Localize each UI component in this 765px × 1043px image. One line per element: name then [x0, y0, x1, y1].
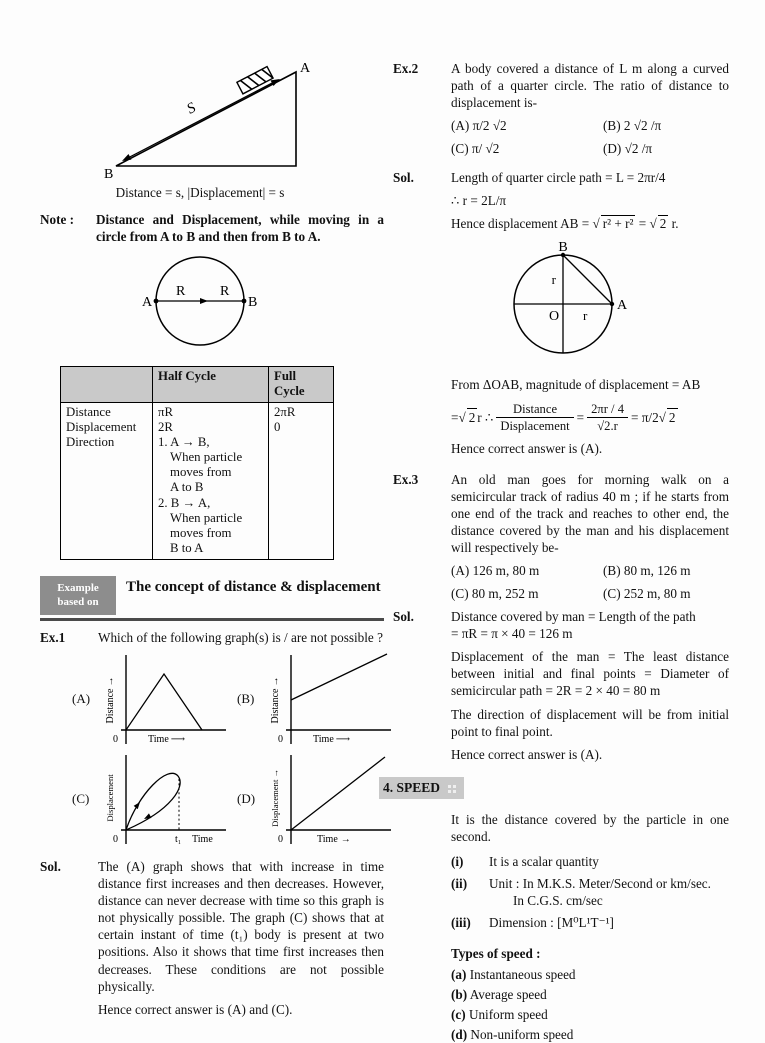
solution-2-line3: Hence displacement AB = √ r² + r² = √ 2 r.: [451, 216, 679, 232]
solution-3-body: [451, 608, 729, 763]
svg-text:Displacement→: Displacement→: [270, 768, 280, 827]
example-2-question: A body covered a distance of L m along a curved path of a quarter circle. The ratio of distance to displacement is-: [451, 61, 729, 111]
solution-1-answer: Hence correct answer is (A) and (C).: [98, 1001, 293, 1017]
svg-text:Distance→: Distance→: [270, 676, 281, 724]
example-1: [40, 629, 384, 646]
radius-right-label: R: [220, 283, 230, 299]
speed-type-b: (b) Average speed: [451, 986, 547, 1002]
table-col-full-values: 2πR 0: [269, 402, 334, 559]
graph-a: [72, 652, 237, 748]
speed-section: [383, 777, 729, 1043]
speed-type-c: (c) Uniform speed: [451, 1006, 548, 1022]
decorative-dots: [448, 785, 456, 793]
speed-section-body: [451, 811, 729, 1043]
example-2-body: [451, 60, 729, 157]
option-b: (B) 2 √2 /π: [603, 118, 662, 134]
solution-1-label: Sol.: [40, 858, 61, 874]
option-d: (C) 252 m, 80 m: [603, 585, 691, 601]
solution-3-answer: Hence correct answer is (A).: [451, 746, 603, 762]
graph-d-plot: [265, 752, 397, 848]
circle-oab-figure: [423, 240, 703, 366]
table-body-row: [61, 402, 334, 559]
graph-b-plot: [265, 652, 397, 748]
radius-left-label: R: [176, 283, 186, 299]
sqrt-icon: √: [458, 409, 466, 425]
point-a-label: A: [142, 294, 153, 310]
option-b: (B) 80 m, 126 m: [603, 563, 691, 579]
svg-text:0: 0: [278, 833, 283, 845]
svg-text:Time⟶: Time ⟶: [148, 733, 186, 745]
half-full-cycle-table: [60, 366, 334, 560]
graph-a-plot: [100, 652, 232, 748]
example-topic-title: The concept of distance & displacement: [126, 578, 381, 595]
solution-2-body: [451, 169, 729, 232]
example-2: [393, 60, 729, 157]
svg-text:Time: Time: [192, 833, 213, 845]
graph-d-tag: (D): [237, 791, 256, 807]
value-fraction: $\frac{2\pi r / 4}{√2.r}$: [587, 402, 628, 434]
solution-3-line1: Distance covered by man = Length of the path: [451, 608, 696, 624]
example-3-body: [451, 471, 729, 602]
incline-figure: [40, 56, 360, 178]
oab-derivation: [451, 376, 729, 456]
sqrt-icon: √: [658, 409, 666, 425]
point-b-label: B: [558, 240, 568, 256]
table-header-empty: [61, 366, 153, 402]
note-text: Distance and Displacement, while moving in a circle from A to B and then from B to A.: [96, 212, 384, 245]
left-column: [40, 56, 384, 1018]
speed-point-ii: (ii) Unit : In M.K.S. Meter/Second or km/sec. In C.G.S. cm/sec: [451, 875, 729, 909]
graph-b-tag: (B): [237, 691, 255, 707]
option-a: (A) 126 m, 80 m: [451, 563, 540, 579]
speed-point-i: (i) It is a scalar quantity: [451, 853, 599, 869]
example-1-label: Ex.1: [40, 629, 66, 645]
table-col-labels: Distance Displacement Direction: [61, 402, 153, 559]
svg-text:0: 0: [278, 733, 283, 745]
solution-1-body: [98, 858, 384, 1018]
ratio-fraction: $\frac{\text{Distance}}{\text{Displacement}}$: [496, 402, 573, 434]
block-on-incline: [237, 67, 273, 94]
types-of-speed: [451, 945, 729, 1043]
graph-b: [237, 652, 402, 748]
example-1-question: Which of the following graph(s) is / are not possible ?: [98, 629, 383, 645]
svg-text:0: 0: [113, 733, 118, 745]
solution-1: [40, 858, 384, 1018]
svg-text:0: 0: [113, 833, 118, 845]
solution-2: [393, 169, 729, 232]
t1-tick-label: t₁: [175, 833, 182, 845]
example-3: [393, 471, 729, 602]
graph-c-plot: [100, 752, 232, 848]
oab-answer: Hence correct answer is (A).: [451, 440, 603, 456]
svg-text:Distance→: Distance→: [105, 676, 116, 724]
example-2-options: [451, 117, 729, 156]
radius-right-label: r: [583, 308, 588, 324]
sqrt-icon: √: [649, 216, 657, 232]
speed-intro: It is the distance covered by the particle in one second.: [451, 811, 729, 844]
solution-2-line1: Length of quarter circle path = L = 2πr/4: [451, 169, 666, 185]
point-b-label: B: [248, 294, 258, 310]
option-a: (A) π/2 √2: [451, 118, 507, 134]
option-d: (D) √2 /π: [603, 140, 653, 156]
svg-text:Time⟶: Time ⟶: [313, 733, 351, 745]
svg-text:Time→: Time →: [317, 833, 351, 845]
graph-a-tag: (A): [72, 691, 91, 707]
note-label: Note :: [40, 212, 75, 228]
speed-point-iii: (iii) Dimension : [M⁰L¹T⁻¹]: [451, 915, 614, 931]
example-based-on-header: [40, 576, 384, 621]
option-c: (C) π/ √2: [451, 140, 500, 156]
circle-ab-figure: [40, 250, 360, 352]
point-a-label: A: [617, 298, 628, 314]
oab-line1: From ΔOAB, magnitude of displacement = AB: [451, 377, 701, 393]
types-of-speed-heading: Types of speed :: [451, 946, 541, 962]
speed-point-ii-line2: In C.G.S. cm/sec: [513, 893, 603, 909]
note-block: [40, 211, 384, 245]
graph-d: [237, 752, 402, 848]
speed-type-a: (a) Instantaneous speed: [451, 966, 576, 982]
oab-equation: = √ 2 r ∴ $\frac{\text{Distance}}{\text{Displacement}}$ = $\frac{2\pi r / 4}{√2.r}$ = π/2 √ 2: [451, 401, 676, 434]
incline-caption: Distance = s, |Displacement| = s: [115, 185, 285, 201]
speed-type-d: (d) Non-uniform speed: [451, 1027, 574, 1043]
radius-top-label: r: [551, 272, 556, 288]
table-header-row: [61, 366, 334, 402]
table-col-half-values: πR 2R 1. A → B, When particle moves from A to B 2. B → A, When particle moves from B to A: [153, 402, 269, 559]
example-3-label: Ex.3: [393, 471, 419, 487]
right-column: [383, 60, 729, 1043]
point-a-label: A: [300, 61, 311, 76]
solution-3: [393, 608, 729, 763]
speed-section-heading: 4. SPEED: [379, 777, 464, 799]
graph-c: [72, 752, 237, 848]
sqrt-icon: √: [592, 216, 600, 232]
solution-1-paragraph: The (A) graph shows that with increase in time distance first increases and then decreases. However, distance can never decrease with time so this graph is not physically possible. The graph (C) shows that at certain instant of time (t₁) body is present at two positions. Also it shows that time first increases then decreases. These conditions are not possible physically.: [98, 858, 384, 994]
table-header-half-cycle: Half Cycle: [153, 366, 269, 402]
table-header-full-cycle: Full Cycle: [269, 366, 334, 402]
center-o-label: O: [549, 309, 560, 325]
solution-3-line2: = πR = π × 40 = 126 m: [451, 625, 573, 641]
graph-c-tag: (C): [72, 791, 90, 807]
graph-grid: [72, 652, 384, 848]
example-3-options: [451, 562, 729, 601]
solution-2-line2: ∴ r = 2L/π: [451, 192, 507, 208]
solution-2-label: Sol.: [393, 169, 414, 185]
example-3-question: An old man goes for morning walk on a semicircular track of radius 40 m ; if he starts from one end of the track and reaches to other end, the distance covered by the man and his displacement will respectively be-: [451, 471, 729, 556]
option-c: (C) 80 m, 252 m: [451, 585, 539, 601]
distance-s-label: S: [184, 99, 199, 118]
solution-3-paragraph2: Displacement of the man = The least distance between initial and final points = Diameter of semicircular path = 2R = 2 × 40 = 80 m: [451, 649, 729, 699]
solution-3-paragraph3: The direction of displacement will be from initial point to final point.: [451, 706, 729, 739]
example-based-on-badge: Example based on: [40, 576, 116, 615]
example-2-label: Ex.2: [393, 61, 419, 76]
point-b-label: B: [104, 167, 114, 178]
svg-text:Displacement: Displacement: [105, 774, 115, 822]
solution-3-label: Sol.: [393, 608, 414, 624]
